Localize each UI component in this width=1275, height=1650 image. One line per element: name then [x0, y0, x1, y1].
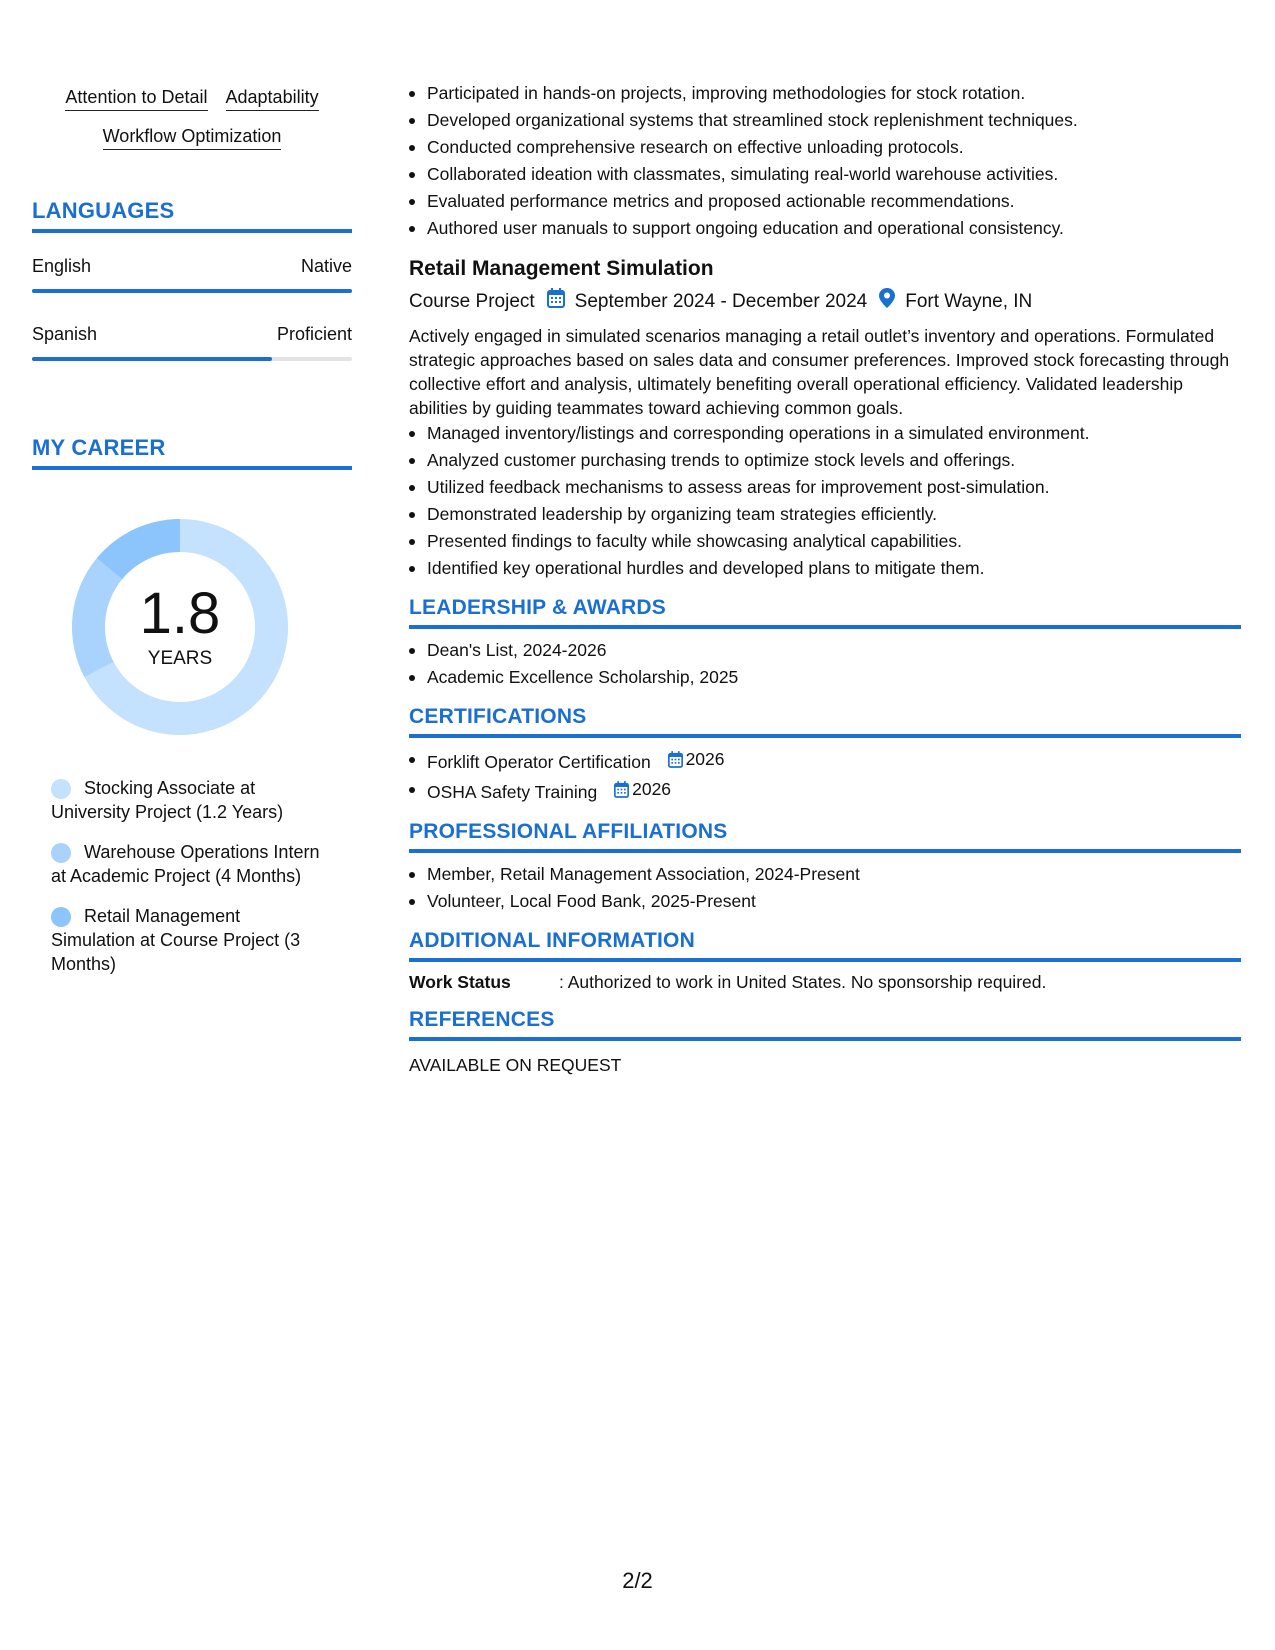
left-column [32, 80, 352, 992]
career-legend [51, 776, 321, 976]
awards-section [409, 596, 1241, 691]
languages-title: LANGUAGES [32, 198, 352, 233]
career-unit: YEARS [147, 648, 213, 669]
bullet-item: Analyzed customer purchasing trends to optimize stock levels and offerings. [409, 447, 1241, 474]
location-pin-icon [879, 288, 895, 316]
legend-item [51, 776, 321, 824]
awards-title: LEADERSHIP & AWARDS [409, 596, 1241, 629]
language-level: Proficient [276, 324, 352, 344]
references-text: AVAILABLE ON REQUEST [409, 1055, 622, 1075]
right-column [409, 80, 1241, 1076]
language-name: Spanish [32, 324, 98, 344]
legend-dot [51, 843, 71, 863]
legend-dot [51, 907, 71, 927]
work-status-label: Work Status [409, 972, 511, 992]
certification-year: 2026 [632, 779, 672, 799]
references-section [409, 1008, 1241, 1076]
legend-item [51, 840, 321, 888]
bullet-item: Volunteer, Local Food Bank, 2025-Present [409, 888, 1241, 915]
language-row [32, 255, 352, 277]
career-donut-chart [67, 514, 293, 740]
language-row [32, 323, 352, 345]
calendar-icon [614, 781, 629, 798]
bullet-item: Collaborated ideation with classmates, simulating real-world warehouse activities. [409, 161, 1241, 188]
certification-year: 2026 [685, 749, 725, 769]
legend-label: Stocking Associate at University Project (1.2 Years) [51, 778, 284, 822]
languages-section [32, 198, 352, 361]
project-location: Fort Wayne, IN [905, 291, 1033, 312]
skill-tag: Workflow Optimization [103, 125, 282, 150]
references-title: REFERENCES [409, 1008, 1241, 1041]
project-bullets [409, 420, 1241, 582]
skills-list [32, 80, 352, 150]
language-level: Native [300, 256, 352, 276]
project-description: Actively engaged in simulated scenarios managing a retail outlet’s inventory and operations. Formulated strategic approaches based on sales data and consumer preferences. Improved stock forecasting through collective effort and analysis, ultimately benefiting overall operational efficiency. Validated leadership abilities by guiding teammates toward achieving common goals. [409, 326, 1230, 418]
bullet-item: Conducted comprehensive research on effective unloading protocols. [409, 134, 1241, 161]
skill-tag: Adaptability [226, 86, 319, 111]
certification-name: Forklift Operator Certification [427, 752, 651, 772]
certification-date [668, 746, 725, 773]
bullet-item: Academic Excellence Scholarship, 2025 [409, 664, 1241, 691]
bullet-item: Identified key operational hurdles and developed plans to mitigate them. [409, 555, 1241, 582]
project-title: Retail Management Simulation [409, 257, 714, 280]
bullet-item: Utilized feedback mechanisms to assess areas for improvement post-simulation. [409, 474, 1241, 501]
calendar-icon [668, 751, 683, 768]
project-org: Course Project [409, 291, 535, 312]
awards-list [409, 637, 1241, 691]
additional-info-title: ADDITIONAL INFORMATION [409, 929, 1241, 962]
bullet-item: Presented findings to faculty while showcasing analytical capabilities. [409, 528, 1241, 555]
certifications-section [409, 705, 1241, 806]
bullet-item: Evaluated performance metrics and proposed actionable recommendations. [409, 188, 1241, 215]
language-bar-fill [32, 289, 352, 293]
bullet-item: Managed inventory/listings and corresponding operations in a simulated environment. [409, 420, 1241, 447]
affiliations-title: PROFESSIONAL AFFILIATIONS [409, 820, 1241, 853]
bullet-item: Member, Retail Management Association, 2024-Present [409, 861, 1241, 888]
work-status-row [409, 970, 1241, 994]
career-section [32, 435, 352, 976]
language-bar [32, 289, 352, 293]
legend-dot [51, 779, 71, 799]
bullet-item: Demonstrated leadership by organizing team strategies efficiently. [409, 501, 1241, 528]
skill-tag: Attention to Detail [65, 86, 207, 111]
legend-item [51, 904, 321, 976]
page-number: 2/2 [622, 1568, 653, 1593]
bullet-item: Developed organizational systems that streamlined stock replenishment techniques. [409, 107, 1241, 134]
language-name: English [32, 256, 92, 276]
bullet-item: Authored user manuals to support ongoing education and operational consistency. [409, 215, 1241, 242]
project-dates: September 2024 - December 2024 [574, 291, 868, 312]
certifications-list [409, 746, 1241, 806]
language-bar [32, 357, 352, 361]
donut-center [67, 514, 293, 740]
project-meta [409, 288, 1241, 316]
legend-label: Retail Management Simulation at Course Project (3 Months) [51, 906, 301, 974]
language-bar-fill [32, 357, 272, 361]
certifications-title: CERTIFICATIONS [409, 705, 1241, 738]
work-status-value: : Authorized to work in United States. No sponsorship required. [559, 972, 1047, 992]
affiliations-list [409, 861, 1241, 915]
affiliations-section [409, 820, 1241, 915]
career-title: MY CAREER [32, 435, 352, 470]
certification-item [409, 746, 1241, 776]
certification-name: OSHA Safety Training [427, 782, 598, 802]
career-total: 1.8 [139, 581, 221, 646]
calendar-icon [547, 288, 565, 316]
bullet-item: Dean's List, 2024-2026 [409, 637, 1241, 664]
bullet-item: Participated in hands-on projects, improving methodologies for stock rotation. [409, 80, 1241, 107]
previous-bullets [409, 80, 1241, 242]
certification-item [409, 776, 1241, 806]
legend-label: Warehouse Operations Intern at Academic Project (4 Months) [51, 842, 320, 886]
additional-info-section [409, 929, 1241, 994]
certification-date [614, 776, 671, 803]
